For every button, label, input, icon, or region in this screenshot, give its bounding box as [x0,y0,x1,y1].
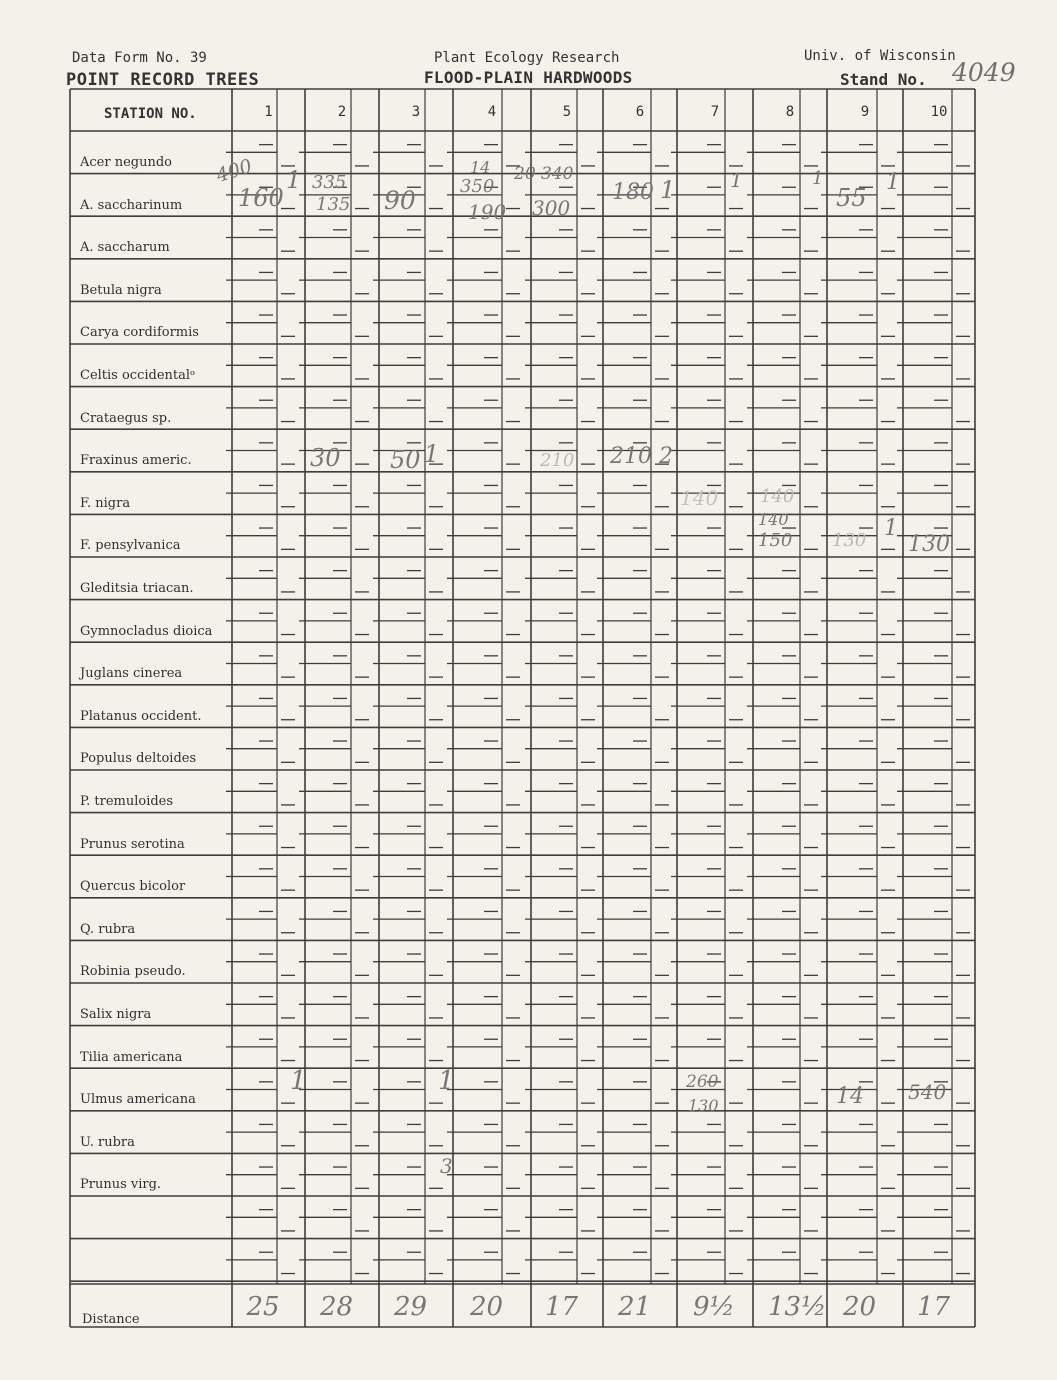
hw-prunus-s3[interactable]: 3 [440,1154,453,1178]
species-label: Acer negundo [80,155,172,170]
hw-fpens-s8a[interactable]: 140 [758,510,789,529]
hw-frax-s3b[interactable]: 1 [424,440,440,468]
species-label: Betula nigra [80,282,162,298]
station-header-9: 9 [860,104,870,120]
station-header-5: 5 [562,104,572,120]
station-header-1: 1 [264,104,273,120]
species-label: Quercus bicolor [80,879,186,895]
species-label: F. nigra [80,495,131,511]
hw-ulmus-s10[interactable]: 540 [908,1080,947,1104]
species-label: Gymnocladus dioica [80,623,213,639]
station-header-2: 2 [337,104,347,120]
species-label: P. tremuloides [80,794,174,809]
hw-ulmus-s1[interactable]: 1 [290,1066,307,1096]
hw-fnigra-s8[interactable]: 140 [760,486,795,507]
station-header-3: 3 [411,104,421,120]
station-header-6: 6 [635,104,645,120]
hw-fpens-s9a[interactable]: 130 [832,530,867,551]
species-label: Q. rubra [80,921,136,937]
species-label: Platanus occident. [80,708,202,724]
station-header-4: 4 [487,104,497,120]
station-header-7: 7 [710,104,720,120]
distance-value-station-2[interactable]: 28 [320,1292,354,1322]
hw-fnigra-s7[interactable]: 140 [680,486,719,510]
species-label: Juglans cinerea [80,666,183,682]
hw-sacch-s6b[interactable]: 1 [660,176,676,204]
distance-value-station-9[interactable]: 20 [843,1292,877,1322]
species-label: Tilia americana [80,1049,183,1065]
hw-fpens-s9b[interactable]: 1 [884,516,898,541]
distance-value-station-3[interactable]: 29 [394,1292,428,1322]
species-label: Robinia pseudo. [80,964,186,980]
species-label: Ulmus americana [80,1092,196,1108]
distance-value-station-8[interactable]: 13½ [768,1292,827,1322]
hw-frax-s6[interactable]: 210 2 [610,444,673,469]
hw-sacch-s5a[interactable]: 20 340 [514,164,574,184]
hw-sacch-s2a[interactable]: 335 [312,172,347,193]
hw-sacch-s4a[interactable]: 14 [470,158,491,177]
distance-value-station-6[interactable]: 21 [618,1292,652,1322]
hw-ulmus-s7a[interactable]: 260 [686,1072,719,1092]
hw-sacch-s8[interactable]: 1 [812,168,824,189]
distance-value-station-5[interactable]: 17 [545,1292,579,1322]
hw-sacch-s9b[interactable]: 1 [886,170,900,195]
hw-sacch-s1c[interactable]: 1 [286,166,302,194]
species-label: Salix nigra [80,1007,152,1022]
distance-value-station-4[interactable]: 20 [470,1292,504,1322]
hw-frax-s5[interactable]: 210 [540,450,575,471]
species-label: Prunus virg. [80,1177,162,1193]
hw-sacch-s9a[interactable]: 55 [836,184,867,212]
species-label: Fraxinus americ. [80,453,192,469]
hw-sacch-s7[interactable]: 1 [730,168,743,192]
hw-sacch-s4c[interactable]: 190 [468,200,507,224]
station-no-label: STATION NO. [104,106,197,122]
hw-fpens-s8b[interactable]: 150 [758,530,793,551]
form-title: POINT RECORD TREES [66,70,260,90]
species-label: Carya cordiformis [80,325,199,341]
university-label: Univ. of Wisconsin [804,48,956,64]
species-label: Populus deltoides [80,751,197,767]
distance-value-station-7[interactable]: 9½ [693,1292,735,1322]
hw-sacch-s4b[interactable]: 350 [460,176,495,197]
research-label: Plant Ecology Research [434,50,620,66]
hw-sacch-s5b[interactable]: 300 [532,196,571,220]
form-subtitle: FLOOD-PLAIN HARDWOODS [424,68,633,87]
station-header-8: 8 [785,104,795,120]
station-header-10: 10 [930,104,948,120]
stand-number[interactable]: 4049 [952,58,1016,87]
distance-value-station-10[interactable]: 17 [917,1292,951,1322]
species-label: Crataegus sp. [80,410,172,426]
hw-sacch-s1b[interactable]: 160 [238,184,284,212]
hw-ulmus-s3[interactable]: 1 [438,1066,455,1096]
form-number: Data Form No. 39 [72,50,207,66]
species-label: F. pensylvanica [80,538,181,554]
species-label: A. saccharinum [80,197,183,213]
hw-frax-s3a[interactable]: 50 [390,446,421,474]
hw-sacch-s3[interactable]: 90 [384,186,416,215]
species-label: Gleditsia triacan. [80,581,194,596]
species-label: Prunus serotina [80,836,185,852]
hw-ulmus-s9[interactable]: 14 [836,1084,864,1109]
stand-label: Stand No. [840,70,927,89]
hw-frax-s2[interactable]: 30 [310,444,341,472]
species-label: U. rubra [80,1134,135,1150]
species-label: Celtis occidentalᵒ [80,368,196,383]
distance-value-station-1[interactable]: 25 [246,1292,280,1322]
species-label: A. saccharum [80,240,170,256]
hw-fpens-s10[interactable]: 130 [908,532,950,557]
hw-sacch-s1a[interactable]: 400 [213,154,255,188]
distance-label: Distance [82,1312,140,1327]
hw-ulmus-s7b[interactable]: 130 [688,1096,719,1115]
hw-sacch-s6a[interactable]: 180 [612,180,654,205]
hw-sacch-s2b[interactable]: 135 [316,194,351,215]
